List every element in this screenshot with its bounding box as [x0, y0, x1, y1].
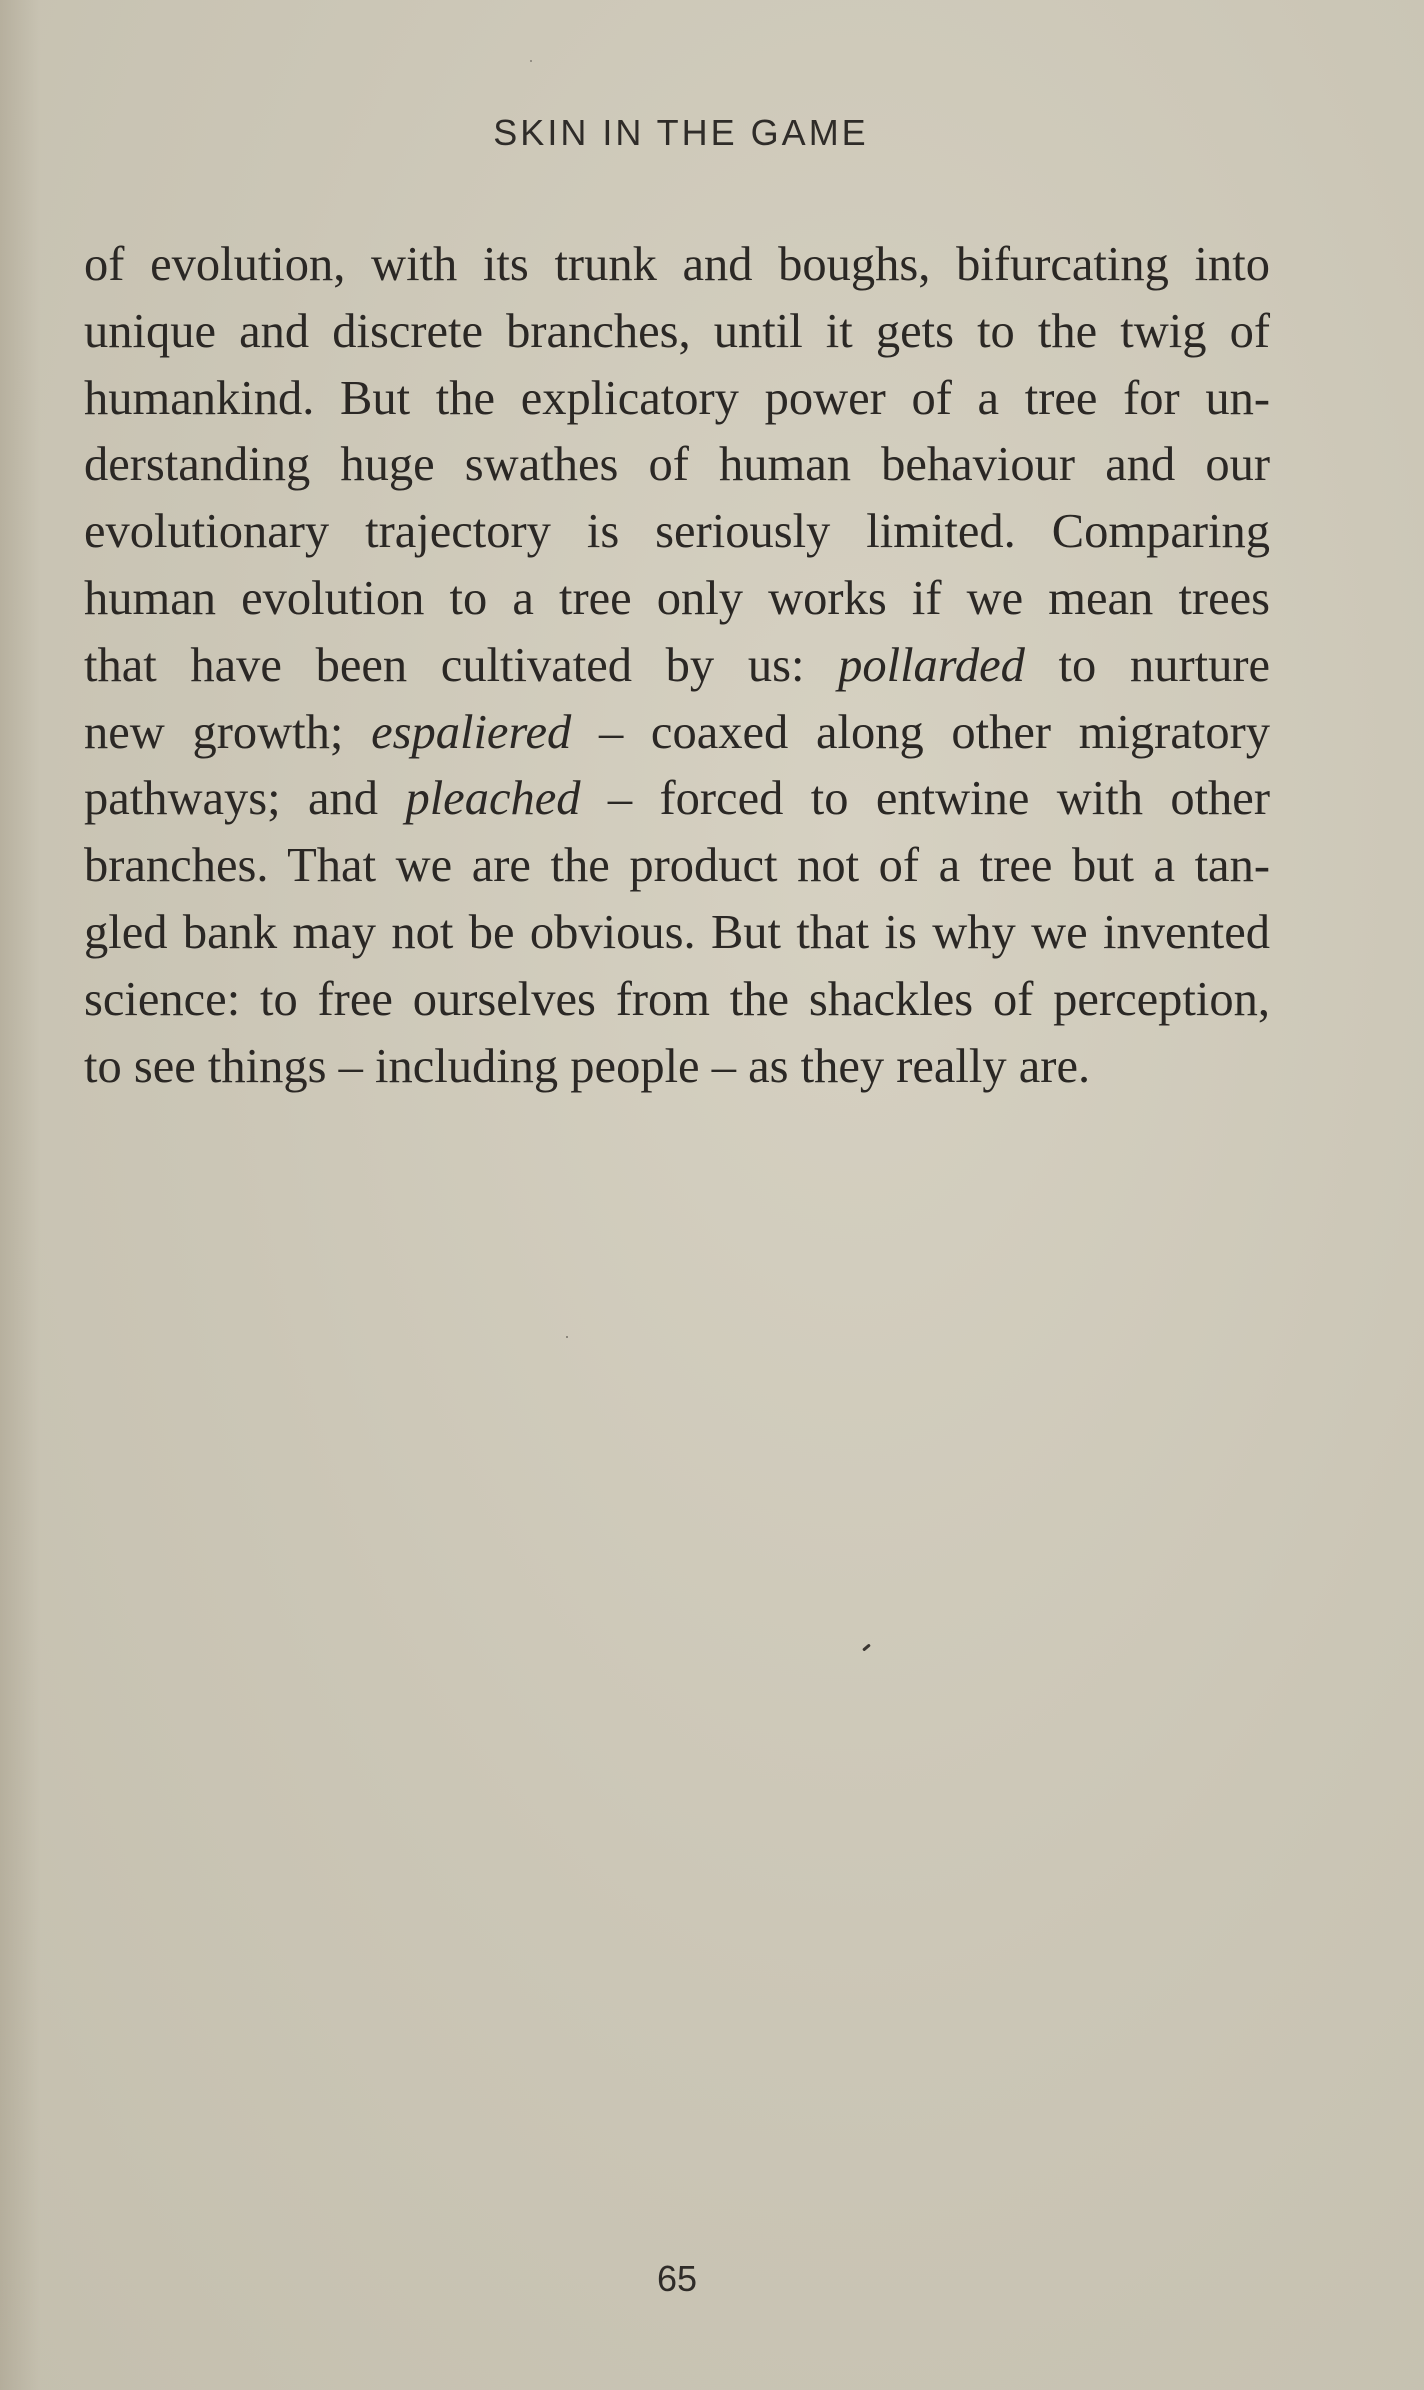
text-run: pathways; and — [84, 772, 406, 826]
text-line — [84, 900, 1270, 967]
text-run: branches. That we are the product not of a tree but a tan- — [84, 839, 1270, 893]
text-line — [84, 766, 1270, 833]
text-run: derstanding huge swathes of human behaviour and our — [84, 438, 1270, 492]
text-line — [84, 833, 1270, 900]
text-run: – coaxed along other migratory — [571, 705, 1270, 759]
scan-speck — [566, 1336, 568, 1338]
text-line — [84, 432, 1270, 499]
text-run: unique and discrete branches, until it gets to the twig of — [84, 304, 1270, 358]
text-run: that have been cultivated by us: — [84, 638, 839, 692]
text-line — [84, 967, 1270, 1034]
text-line — [84, 1034, 1270, 1101]
text-run: to see things – including people – as they really are. — [84, 1039, 1091, 1093]
text-run: gled bank may not be obvious. But that is why we invented — [84, 905, 1270, 959]
text-line — [84, 299, 1270, 366]
text-run: – forced to entwine with other — [580, 772, 1270, 826]
scan-speck — [862, 1643, 871, 1651]
text-run: human evolution to a tree only works if we mean trees — [84, 571, 1270, 625]
body-paragraph — [84, 232, 1270, 1100]
text-run: science: to free ourselves from the shackles of perception, — [84, 972, 1270, 1026]
text-line — [84, 700, 1270, 767]
text-run: evolutionary trajectory is seriously limited. Comparing — [84, 505, 1270, 559]
italic-term: pollarded — [838, 638, 1025, 692]
text-run: of evolution, with its trunk and boughs, bifurcating into — [84, 238, 1270, 291]
text-line — [84, 232, 1270, 299]
italic-term: espaliered — [371, 705, 572, 759]
page-number: 65 — [656, 2258, 698, 2299]
text-line — [84, 366, 1270, 433]
scan-speck — [530, 60, 532, 62]
text-line — [84, 499, 1270, 566]
text-line — [84, 566, 1270, 633]
text-run: new growth; — [84, 705, 372, 759]
italic-term: pleached — [405, 772, 581, 826]
text-line — [84, 633, 1270, 700]
text-run: to nurture — [1024, 638, 1270, 692]
text-run: humankind. But the explicatory power of a tree for un- — [84, 371, 1270, 425]
running-head: SKIN IN THE GAME — [493, 112, 869, 153]
